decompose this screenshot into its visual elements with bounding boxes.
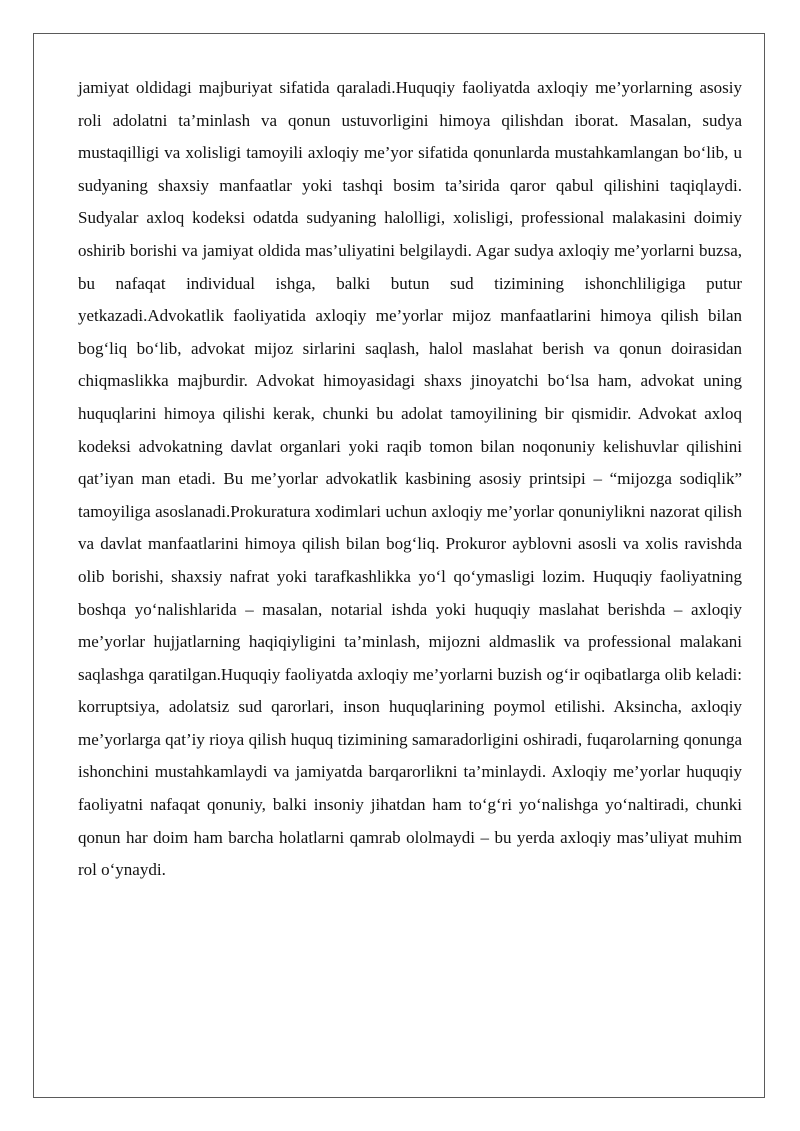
body-paragraph: jamiyat oldidagi majburiyat sifatida qaraladi.Huquqiy faoliyatda axloqiy me’yorlarning asosiy roli adolatni ta’minlash va qonun ustuvorligini himoya qilishdan iborat. Masalan, sudya mustaqilligi va xolisligi tamoyili axloqiy me’yor sifatida qonunlarda mustahkamlangan bo‘lib, u sudyaning shaxsiy manfaatlar yoki tashqi bosim ta’sirida qaror qabul qilishini taqiqlaydi. Sudyalar axloq kodeksi odatda sudyaning halolligi, xolisligi, professional malakasini doimiy oshirib borishi va jamiyat oldida mas’uliyatini belgilaydi. Agar sudya axloqiy me’yorlarni buzsa, bu nafaqat individual ishga, balki butun sud tizimining ishonchliligiga putur yetkazadi.Advokatlik faoliyatida axloqiy me’yorlar mijoz manfaatlarini himoya qilish bilan bog‘liq bo‘lib, advokat mijoz sirlarini saqlash, halol maslahat berish va qonun doirasidan chiqmaslikka majburdir. Advokat himoyasidagi shaxs jinoyatchi bo‘lsa ham, advokat uning huquqlarini himoya qilishi kerak, chunki bu adolat tamoyilining bir qismidir. Advokat axloq kodeksi advokatning davlat organlari yoki raqib tomon bilan noqonuniy kelishuvlar qilishini qat’iyan man etadi. Bu me’yorlar advokatlik kasbining asosiy printsipi – “mijozga sodiqlik” tamoyiliga asoslanadi.Prokuratura xodimlari uchun axloqiy me’yorlar qonuniylikni nazorat qilish va davlat manfaatlarini himoya qilish bilan bog‘liq. Prokuror ayblovni asosli va xolis ravishda olib borishi, shaxsiy nafrat yoki tarafkashlikka yo‘l qo‘ymasligi lozim. Huquqiy faoliyatning boshqa yo‘nalishlarida – masalan, notarial ishda yoki huquqiy maslahat berishda – axloqiy me’yorlar hujjatlarning haqiqiyligini ta’minlash, mijozni aldmaslik va professional malakani saqlashga qaratilgan.Huquqiy faoliyatda axloqiy me’yorlarni buzish og‘ir oqibatlarga olib keladi: korruptsiya, adolatsiz sud qarorlari, inson huquqlarining poymol etilishi. Aksincha, axloqiy me’yorlarga qat’iy rioya qilish huquq tizimining samaradorligini oshiradi, fuqarolarning qonunga ishonchini mustahkamlaydi va jamiyatda barqarorlikni ta’minlaydi. Axloqiy me’yorlar huquqiy faoliyatni nafaqat qonuniy, balki insoniy jihatdan ham to‘g‘ri yo‘nalishga yo‘naltiradi, chunki qonun har doim ham barcha holatlarni qamrab ololmaydi – bu yerda axloqiy mas’uliyat muhim rol o‘ynaydi. xyxy=(78,78,742,880)
document-page xyxy=(33,33,765,1098)
